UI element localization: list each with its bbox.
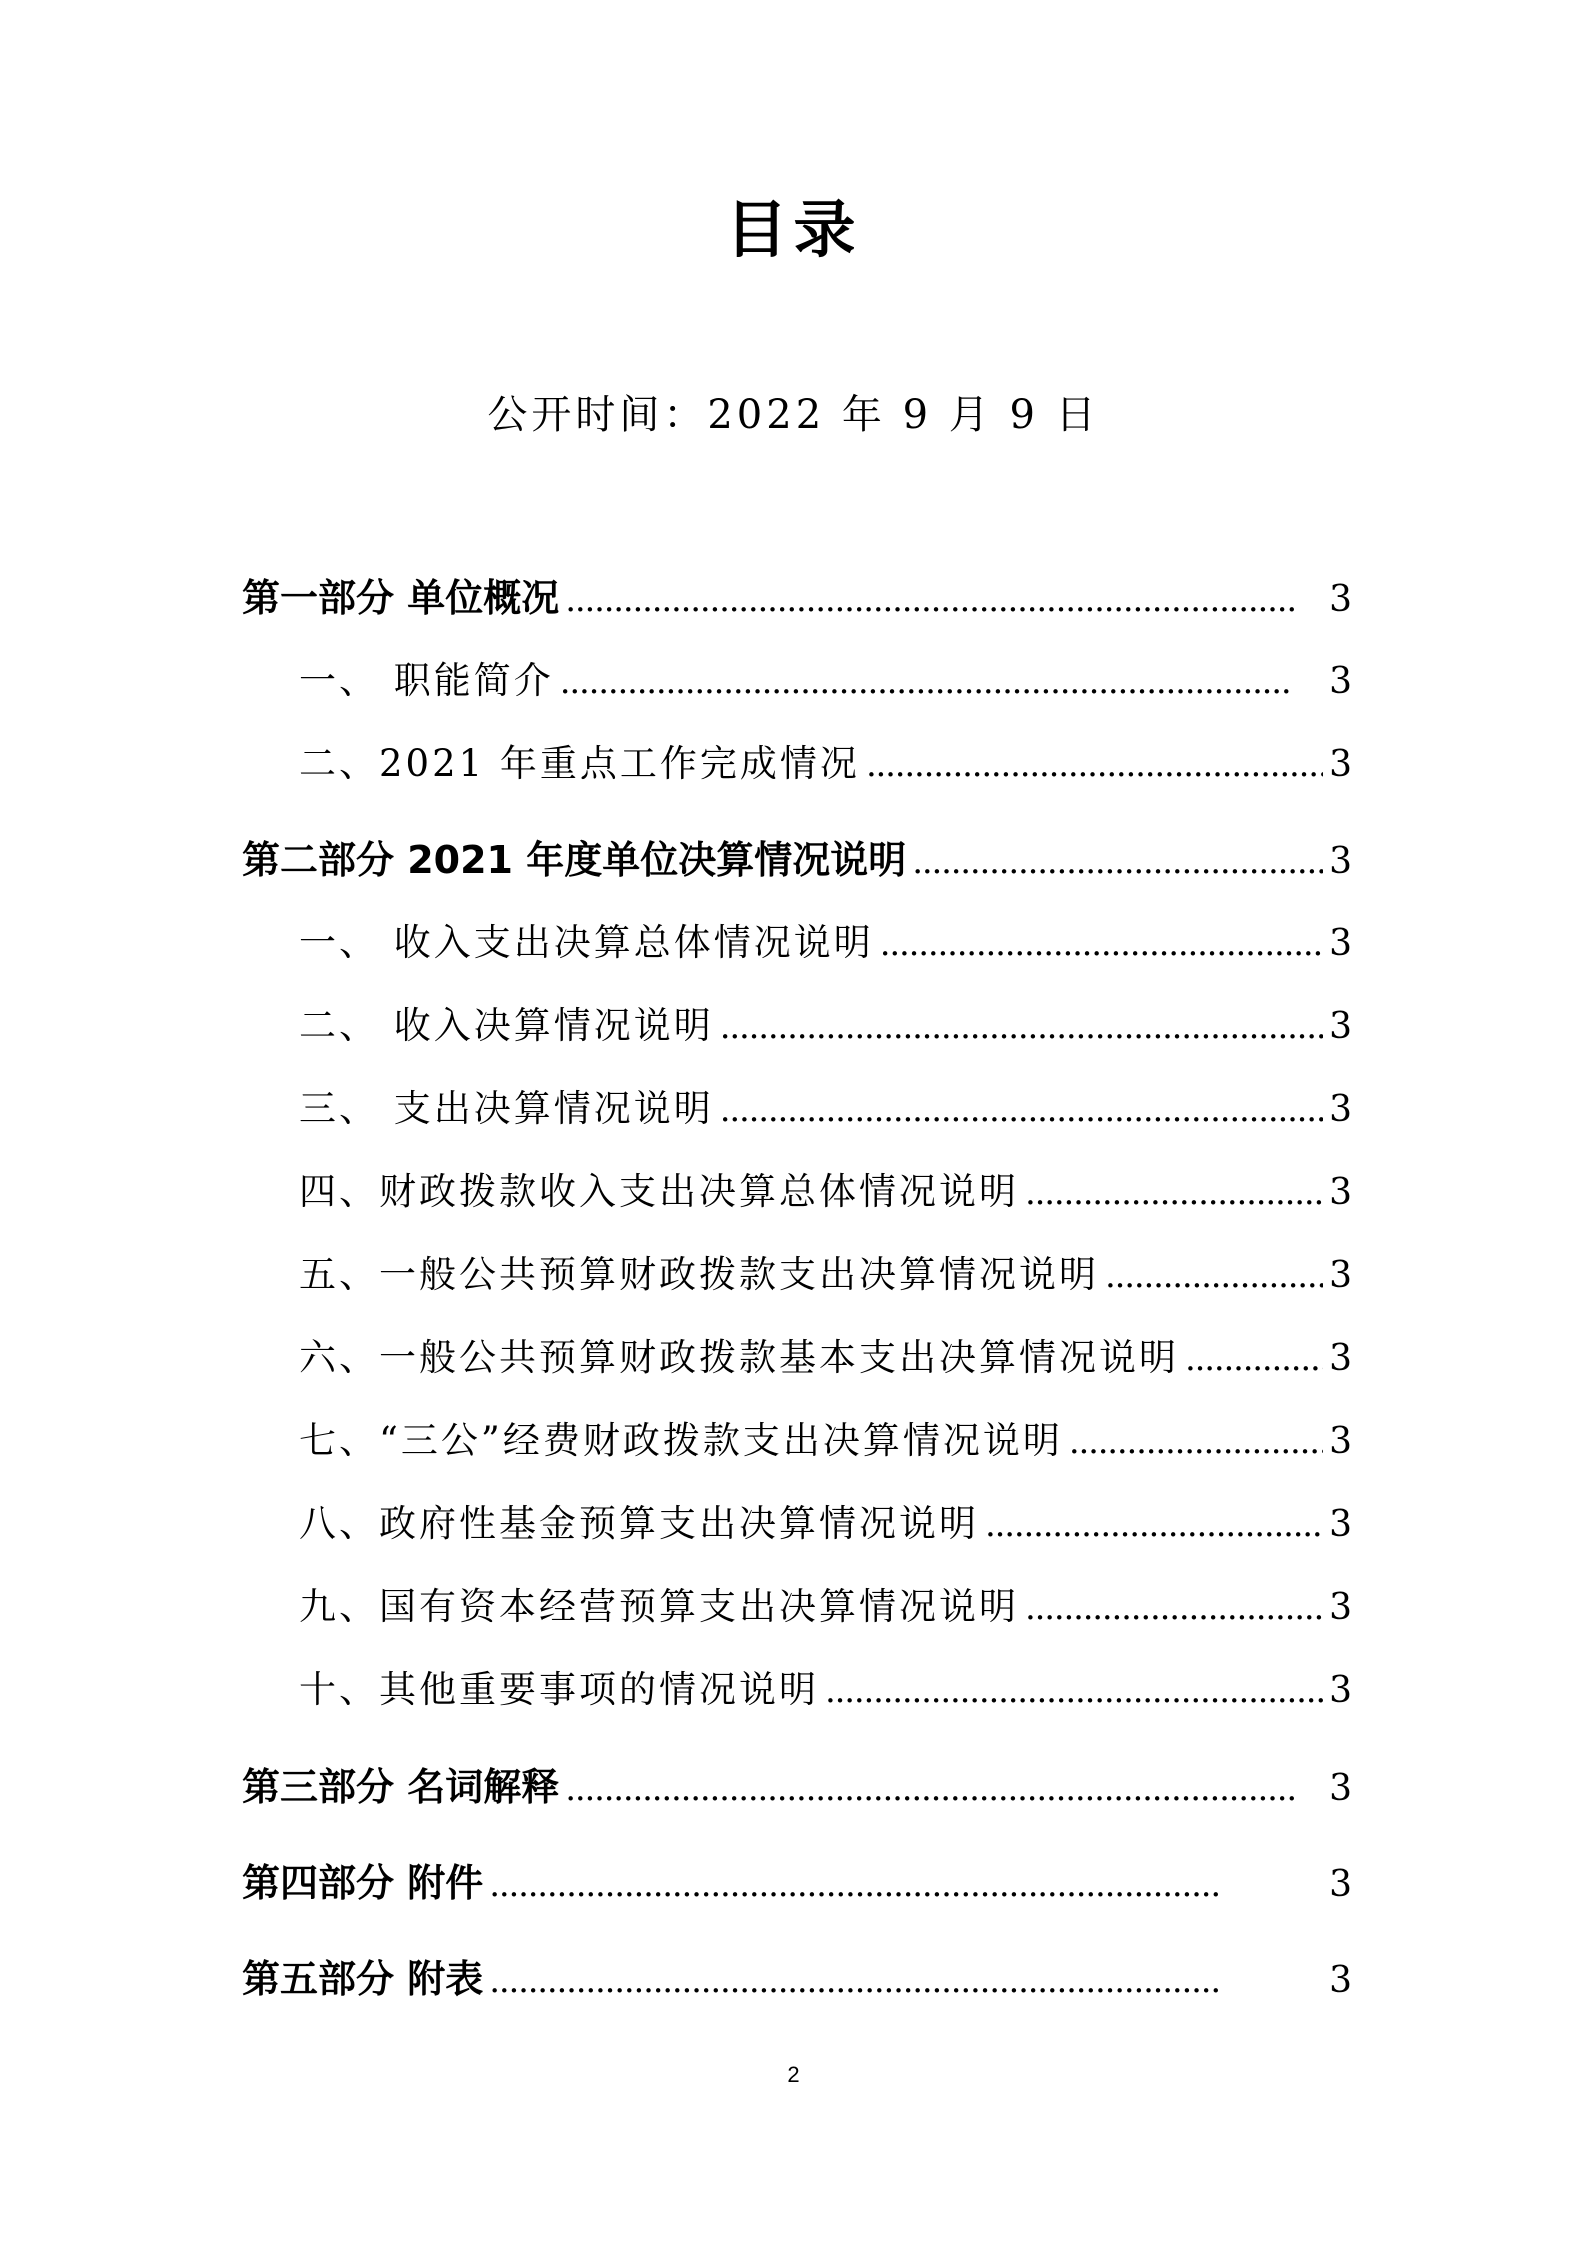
- toc-leader-dots: [565, 1769, 1323, 1809]
- toc-entry-part-4[interactable]: [242, 1852, 1352, 1912]
- toc-leader-dots: [560, 662, 1323, 702]
- toc-entry-2-8[interactable]: [242, 1493, 1352, 1553]
- toc-entry-1-1[interactable]: [242, 650, 1352, 710]
- toc-entry-page: 3: [1329, 1172, 1352, 1213]
- toc-entry-part-1[interactable]: [242, 567, 1352, 627]
- toc-leader-dots: [880, 924, 1323, 964]
- toc-entry-label: 第四部分 附件: [242, 1861, 484, 1905]
- toc-entry-2-3[interactable]: [242, 1078, 1352, 1138]
- toc-leader-dots: [866, 745, 1323, 785]
- toc-leader-dots: [1025, 1588, 1323, 1628]
- toc-entry-label: 二、 收入决算情况说明: [299, 1004, 714, 1047]
- toc-entry-part-3[interactable]: [242, 1756, 1352, 1816]
- toc-entry-page: 3: [1329, 1421, 1352, 1462]
- table-of-contents: [242, 0, 1352, 2245]
- toc-leader-dots: [489, 1865, 1323, 1905]
- toc-entry-2-9[interactable]: [242, 1576, 1352, 1636]
- toc-leader-dots: [489, 1961, 1323, 2001]
- toc-entry-page: 3: [1329, 661, 1352, 702]
- toc-entry-page: 3: [1329, 1504, 1352, 1545]
- toc-entry-label: 第二部分 2021 年度单位决算情况说明: [242, 838, 907, 882]
- toc-entry-page: 3: [1329, 744, 1352, 785]
- publish-date: 公开时间：2022 年 9 月 9 日: [487, 392, 1100, 438]
- toc-entry-page: 3: [1329, 1338, 1352, 1379]
- toc-entry-label: 五、一般公共预算财政拨款支出决算情况说明: [299, 1253, 1099, 1296]
- toc-entry-label: 十、其他重要事项的情况说明: [299, 1668, 819, 1711]
- toc-leader-dots: [1105, 1256, 1323, 1296]
- toc-leader-dots: [1069, 1422, 1323, 1462]
- toc-entry-page: 3: [1329, 1006, 1352, 1047]
- toc-leader-dots: [565, 580, 1323, 620]
- toc-entry-2-10[interactable]: [242, 1659, 1352, 1719]
- toc-entry-page: 3: [1329, 1089, 1352, 1130]
- toc-entry-page: 3: [1329, 1670, 1352, 1711]
- toc-entry-1-2[interactable]: [242, 733, 1352, 793]
- toc-leader-dots: [825, 1671, 1323, 1711]
- toc-entry-page: 3: [1329, 841, 1352, 882]
- toc-entry-page: 3: [1329, 1255, 1352, 1296]
- toc-entry-label: 八、政府性基金预算支出决算情况说明: [299, 1502, 979, 1545]
- toc-entry-page: 3: [1329, 1768, 1352, 1809]
- toc-entry-2-6[interactable]: [242, 1327, 1352, 1387]
- toc-leader-dots: [985, 1505, 1323, 1545]
- footer-page-number: 2: [787, 2062, 800, 2087]
- toc-entry-label: 七、“三公”经费财政拨款支出决算情况说明: [299, 1419, 1063, 1462]
- toc-entry-label: 三、 支出决算情况说明: [299, 1087, 714, 1130]
- toc-entry-page: 3: [1329, 1864, 1352, 1905]
- toc-entry-page: 3: [1329, 923, 1352, 964]
- page-title: 目录: [725, 193, 862, 266]
- toc-entry-label: 九、国有资本经营预算支出决算情况说明: [299, 1585, 1019, 1628]
- toc-entry-label: 一、 职能简介: [299, 659, 554, 702]
- toc-entry-label: 二、2021 年重点工作完成情况: [299, 742, 860, 785]
- toc-leader-dots: [720, 1090, 1323, 1130]
- toc-leader-dots: [1025, 1173, 1323, 1213]
- toc-entry-label: 第一部分 单位概况: [242, 576, 560, 620]
- toc-entry-label: 六、一般公共预算财政拨款基本支出决算情况说明: [299, 1336, 1179, 1379]
- toc-entry-label: 第五部分 附表: [242, 1957, 484, 2001]
- toc-entry-page: 3: [1329, 1587, 1352, 1628]
- toc-entry-2-2[interactable]: [242, 995, 1352, 1055]
- toc-leader-dots: [720, 1007, 1323, 1047]
- toc-entry-label: 一、 收入支出决算总体情况说明: [299, 921, 874, 964]
- toc-leader-dots: [1185, 1339, 1323, 1379]
- toc-entry-part-2[interactable]: [242, 829, 1352, 889]
- toc-entry-2-4[interactable]: [242, 1161, 1352, 1221]
- toc-entry-2-1[interactable]: [242, 912, 1352, 972]
- toc-leader-dots: [912, 842, 1323, 882]
- toc-entry-page: 3: [1329, 1960, 1352, 2001]
- toc-entry-label: 第三部分 名词解释: [242, 1765, 560, 1809]
- toc-entry-2-5[interactable]: [242, 1244, 1352, 1304]
- toc-entry-2-7[interactable]: [242, 1410, 1352, 1470]
- toc-entry-part-5[interactable]: [242, 1948, 1352, 2008]
- toc-entry-page: 3: [1329, 579, 1352, 620]
- toc-entry-label: 四、财政拨款收入支出决算总体情况说明: [299, 1170, 1019, 1213]
